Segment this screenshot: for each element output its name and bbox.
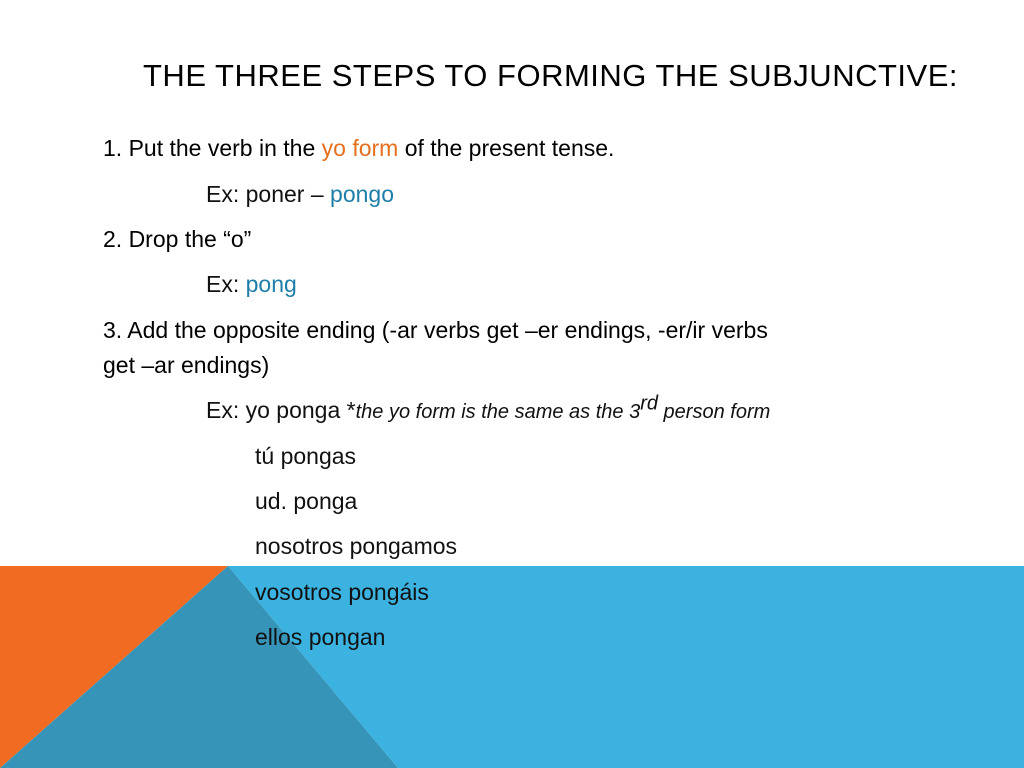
note-end: person form (658, 401, 771, 423)
step-3-ex-label: Ex: yo ponga (206, 397, 341, 423)
step-2-example (206, 271, 297, 298)
conjugation-ellos: ellos pongan (255, 624, 386, 650)
conjugation-ud: ud. ponga (255, 488, 358, 514)
step-1-ex-value: pongo (330, 181, 394, 207)
step-1-prefix: 1. Put the verb in the (103, 135, 322, 161)
step-2-ex-label: Ex: (206, 271, 246, 297)
step-2: 2. Drop the “o” (103, 226, 252, 252)
step-1-suffix: of the present tense. (398, 135, 615, 161)
step-3-line-1: 3. Add the opposite ending (-ar verbs get –er endings, -er/ir verbs (103, 317, 768, 343)
step-1-ex-label: Ex: poner – (206, 181, 331, 207)
note-sup: rd (640, 392, 658, 415)
step-1 (103, 135, 614, 162)
conjugation-nosotros: nosotros pongamos (255, 533, 458, 559)
step-3-line-2: get –ar endings) (103, 352, 270, 378)
step-3-example (206, 392, 771, 424)
conjugation-tu: tú pongas (255, 443, 357, 469)
step-2-ex-value: pong (245, 271, 297, 297)
note-text: the yo form is the same as the 3 (355, 401, 641, 423)
slide-title: THE THREE STEPS TO FORMING THE SUBJUNCTIVE: (143, 58, 958, 93)
step-1-example (206, 181, 394, 208)
note-star: * (340, 397, 356, 423)
yo-form-highlight: yo form (321, 135, 399, 161)
conjugation-vosotros: vosotros pongáis (255, 579, 429, 605)
